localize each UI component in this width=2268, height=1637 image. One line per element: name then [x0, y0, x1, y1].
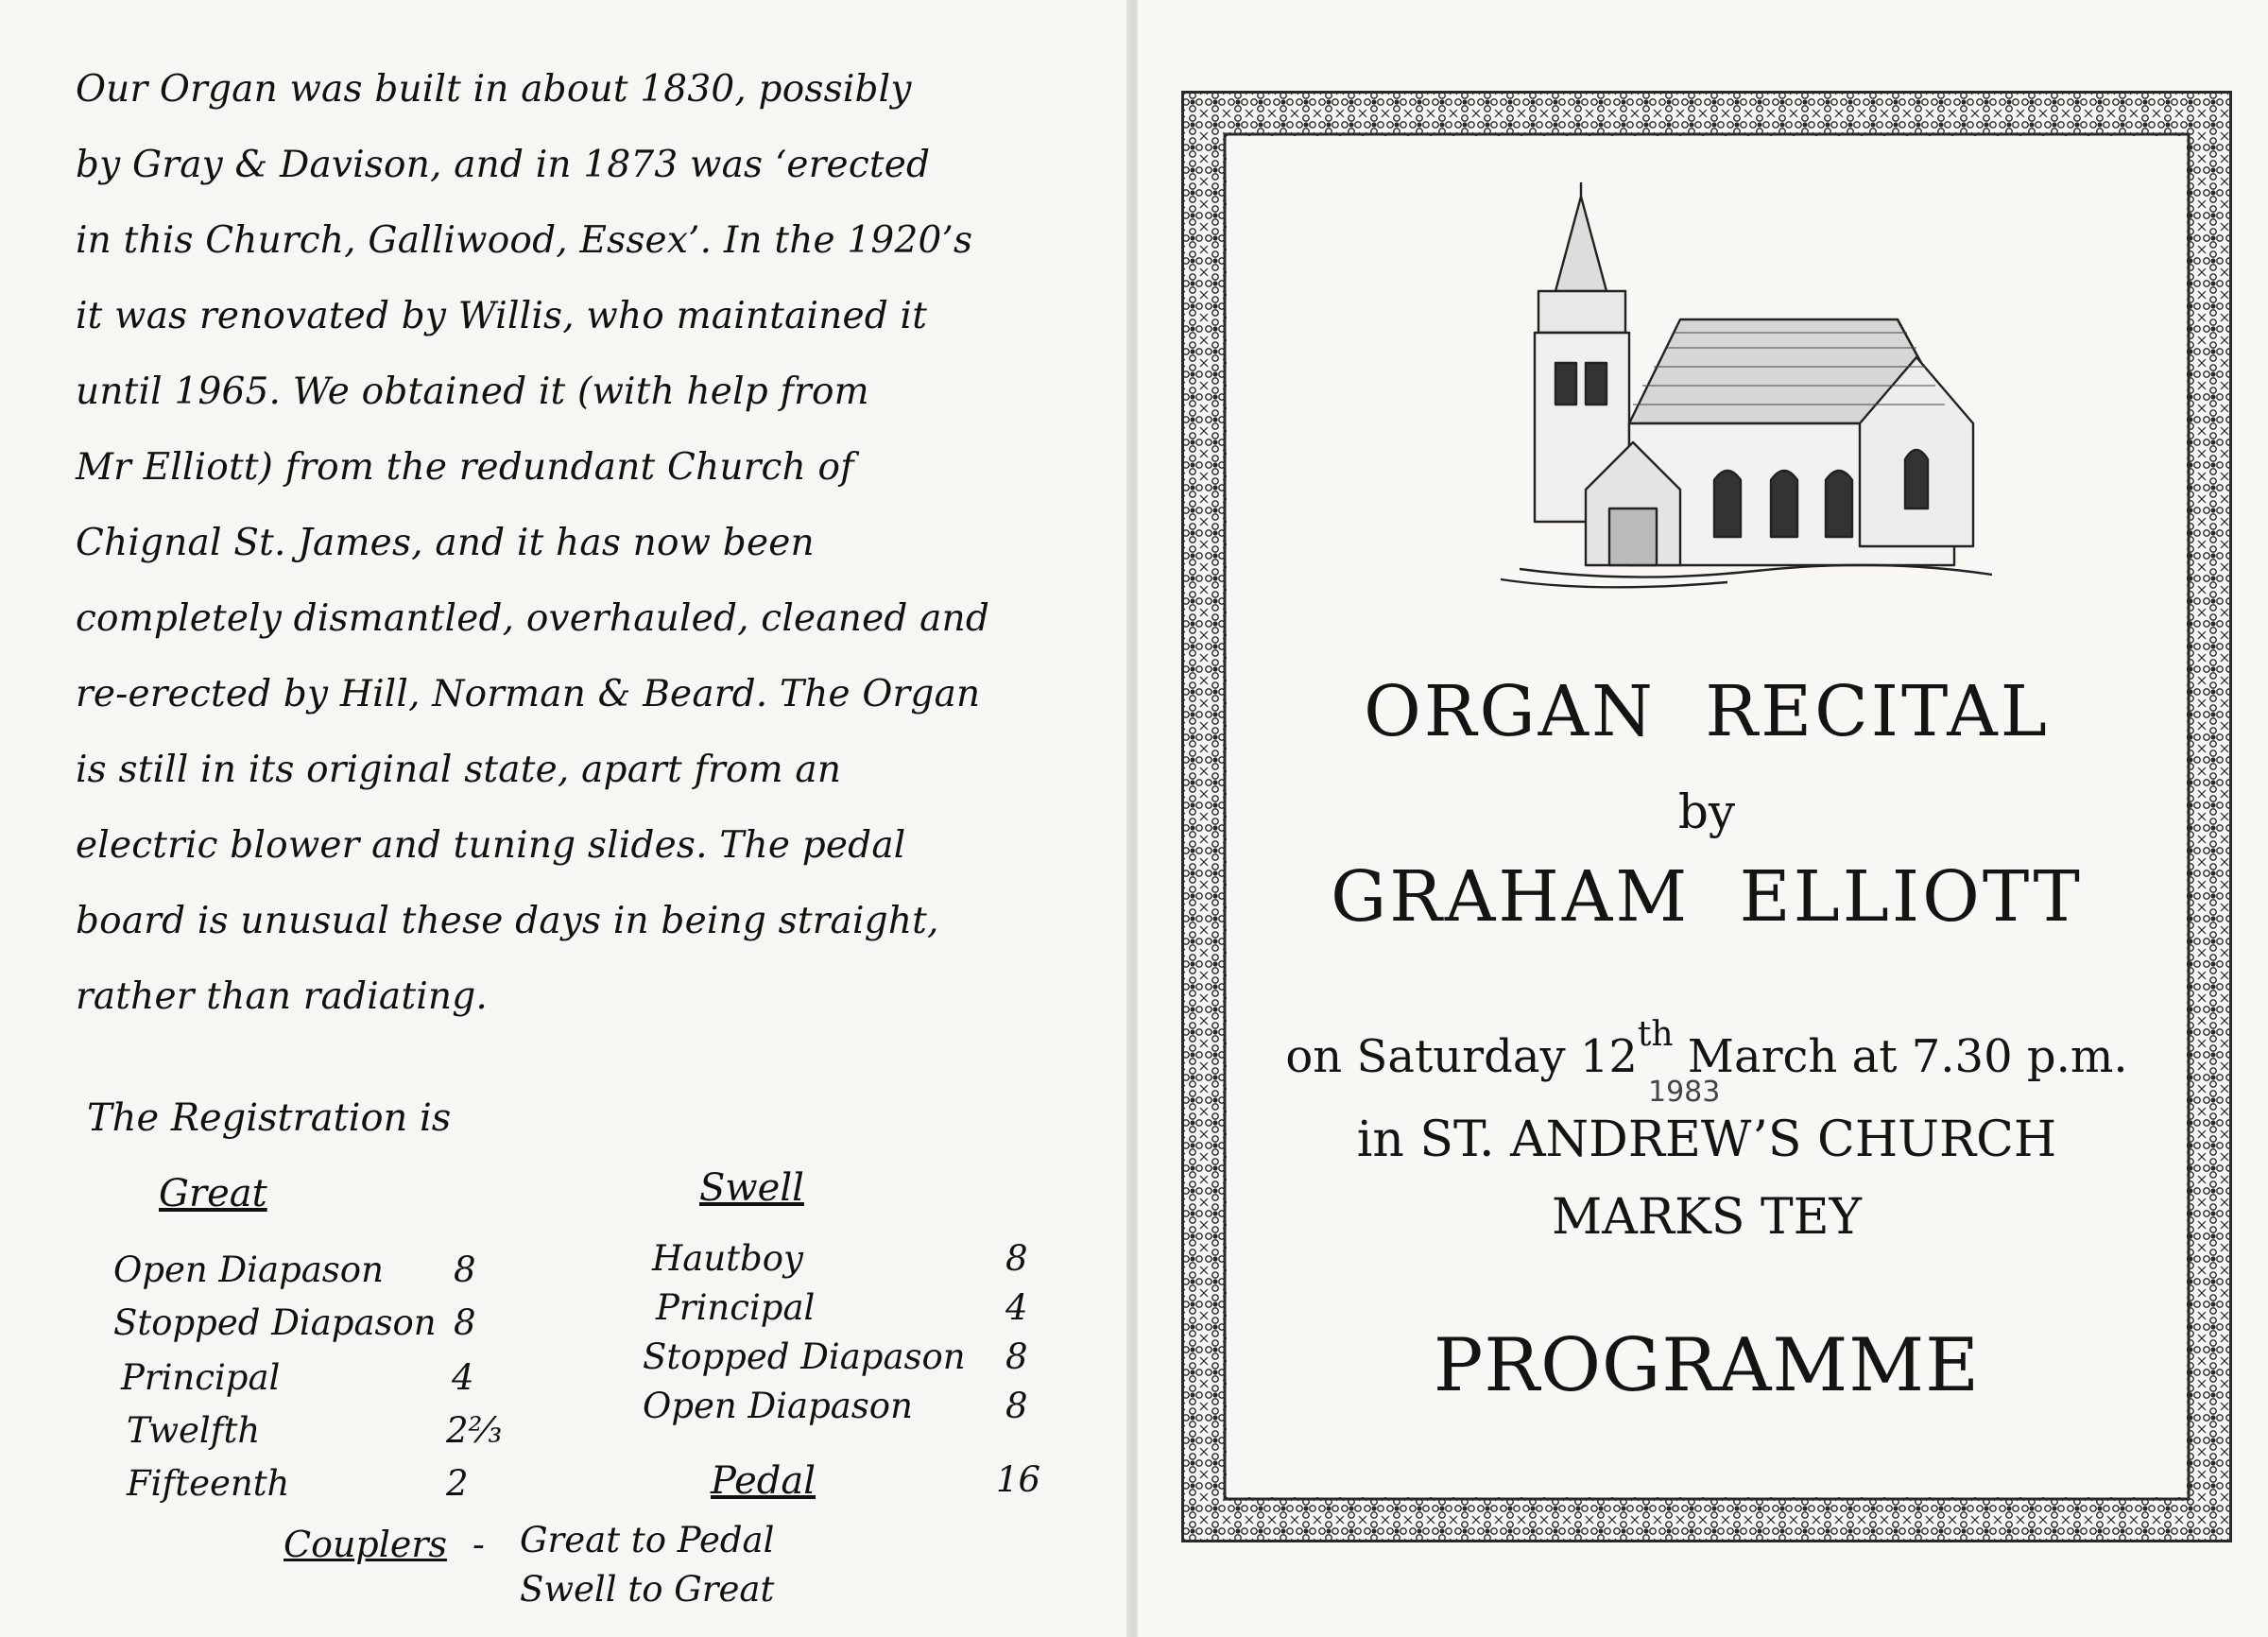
- great-heading: Great: [159, 1172, 267, 1215]
- venue-church: in ST. ANDREW’S CHURCH: [1356, 1111, 2057, 1168]
- history-line: in this Church, Galliwood, Essex’. In the 1920’s: [76, 219, 973, 262]
- recital-title: ORGAN RECITAL: [1364, 671, 2050, 752]
- swell-stop-name: Hautboy: [652, 1238, 803, 1279]
- history-line: by Gray & Davison, and in 1873 was ‘erected: [76, 144, 931, 186]
- history-line: completely dismantled, overhauled, cleaned and: [76, 597, 990, 640]
- great-stop-value: 8: [454, 1302, 476, 1343]
- swell-stop-name: Stopped Diapason: [643, 1336, 966, 1377]
- great-stop-name: Stopped Diapason: [113, 1302, 437, 1343]
- couplers-label: Couplers: [284, 1524, 448, 1565]
- history-line: re-erected by Hill, Norman & Beard. The Organ: [76, 673, 981, 715]
- great-stop-value: 4: [452, 1357, 474, 1398]
- great-stop-value: 8: [454, 1249, 476, 1290]
- date-suffix: March at 7.30 p.m.: [1673, 1030, 2128, 1083]
- swell-heading: Swell: [699, 1166, 804, 1210]
- swell-stop-name: Principal: [656, 1287, 816, 1328]
- programme-cover: [1227, 136, 2187, 1497]
- great-stop-name: Fifteenth: [127, 1463, 290, 1504]
- history-line: until 1965. We obtained it (with help from: [76, 370, 869, 413]
- recital-date: [1227, 1015, 2187, 1083]
- registration-heading: The Registration is: [87, 1096, 452, 1140]
- great-stop-name: Principal: [121, 1357, 281, 1398]
- by-label: by: [1677, 784, 1736, 839]
- church-illustration: [1444, 178, 1992, 594]
- great-stop-value: 2: [446, 1463, 469, 1504]
- swell-stop-value: 4: [1005, 1287, 1028, 1328]
- history-line: board is unusual these days in being straight,: [76, 900, 939, 942]
- programme-heading: PROGRAMME: [1433, 1323, 1981, 1408]
- great-stop-name: Twelfth: [127, 1410, 261, 1451]
- history-line: is still in its original state, apart from an: [76, 749, 842, 791]
- pedal-heading: Pedal: [711, 1459, 816, 1503]
- left-page: [0, 0, 1130, 1637]
- swell-stop-name: Open Diapason: [643, 1386, 913, 1426]
- history-line: Our Organ was built in about 1830, possibly: [76, 68, 912, 111]
- performer-name: [1227, 856, 2187, 938]
- pedal-value: 16: [996, 1459, 1041, 1500]
- history-line: Mr Elliott) from the redundant Church of: [76, 446, 854, 489]
- date-ordinal: th: [1637, 1015, 1674, 1054]
- organ-history-paragraph: [76, 52, 1068, 1035]
- history-line: Chignal St. James, and it has now been: [76, 522, 815, 564]
- history-line: it was renovated by Willis, who maintained it: [76, 295, 928, 337]
- performer-name-text: GRAHAM ELLIOTT: [1331, 856, 2083, 938]
- great-stop-name: Open Diapason: [113, 1249, 384, 1290]
- venue-place: MARKS TEY: [1552, 1189, 1862, 1246]
- coupler-item: Swell to Great: [520, 1569, 775, 1610]
- couplers-dash: -: [472, 1524, 485, 1565]
- history-line: electric blower and tuning slides. The pedal: [76, 824, 906, 867]
- history-line: rather than radiating.: [76, 975, 488, 1018]
- great-stop-value: 2⅔: [446, 1410, 503, 1451]
- coupler-item: Great to Pedal: [520, 1520, 775, 1560]
- handwritten-year: 1983: [1648, 1076, 1721, 1109]
- date-prefix: on Saturday 12: [1285, 1030, 1638, 1083]
- swell-stop-value: 8: [1005, 1238, 1028, 1279]
- swell-stop-value: 8: [1005, 1336, 1028, 1377]
- swell-stop-value: 8: [1005, 1386, 1028, 1426]
